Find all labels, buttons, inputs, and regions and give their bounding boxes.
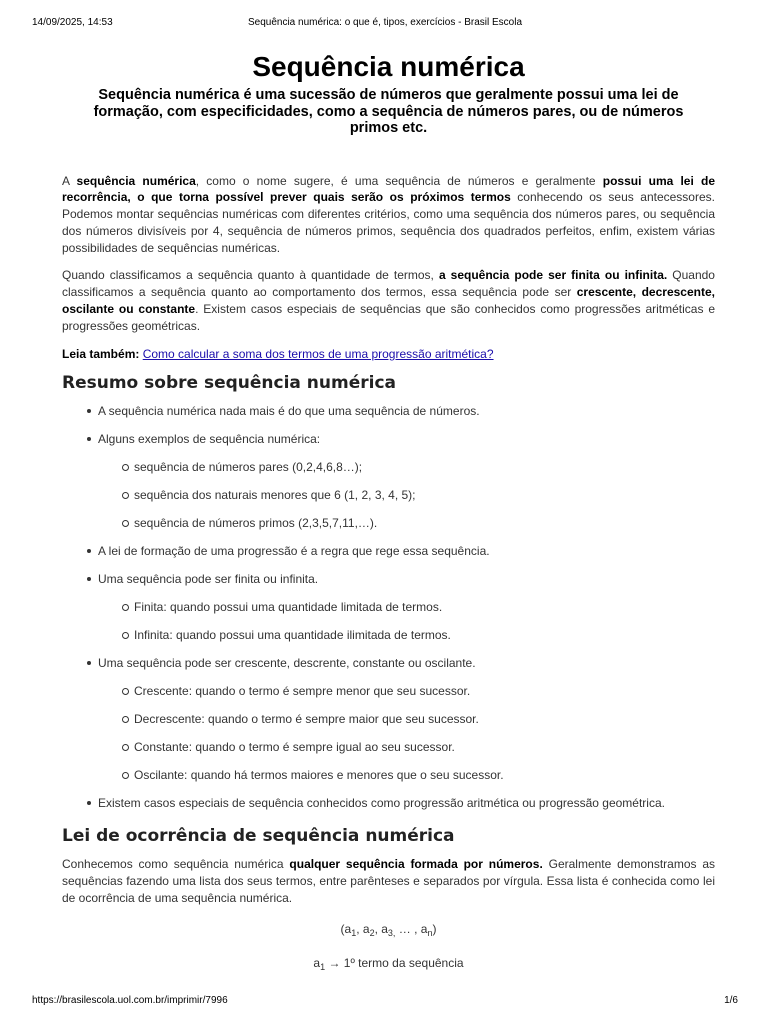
first-term-formula (62, 955, 715, 975)
formula-text: (a (340, 921, 352, 936)
formula-subscript: 3, (387, 927, 396, 938)
bold-run: qualquer sequência formada por números. (289, 857, 543, 872)
list-item-text: A sequência numérica nada mais é do que uma sequência de números. (98, 404, 480, 419)
sublist-item: Decrescente: quando o termo é sempre maior que seu sucessor. (98, 711, 715, 727)
bold-run: crescente, decrescente, oscilante ou constante (62, 285, 715, 317)
print-timestamp: 14/09/2025, 14:53 (32, 17, 113, 28)
text-run: Quando classificamos a sequência quanto ao comportamento dos termos, essa sequência pode ser (62, 268, 715, 300)
list-item (62, 795, 715, 811)
page-subtitle: Sequência numérica é uma sucessão de números que geralmente possui uma lei de formação, com especificidades, como a sequência de números pares, ou de números primos etc. (93, 87, 684, 136)
bold-run: sequência numérica (76, 173, 196, 188)
list-item (62, 655, 715, 783)
law-paragraph (62, 856, 715, 906)
print-header (32, 17, 738, 31)
sublist-item: sequência de números pares (0,2,4,6,8…); (98, 459, 715, 475)
sublist-item: Oscilante: quando há termos maiores e menores que o seu sucessor. (98, 767, 715, 783)
text-run: Conhecemos como sequência numérica (62, 857, 290, 872)
list-item (62, 543, 715, 559)
formula-text: , a (374, 921, 388, 936)
text-run: . Existem casos especiais de sequências que são conhecidos como progressões aritméticas e progressões geométricas. (62, 302, 716, 333)
list-item-text: Alguns exemplos de sequência numérica: (98, 432, 321, 447)
classification-paragraph (62, 267, 715, 334)
formula-subscript: 1 (320, 961, 326, 972)
sublist-item: sequência dos naturais menores que 6 (1, 2, 3, 4, 5); (98, 487, 715, 503)
formula-text: ) (432, 921, 437, 936)
formula-text: … , a (395, 921, 428, 936)
list-item-text: Existem casos especiais de sequência conhecidos como progressão aritmética ou progressão geométrica. (98, 796, 665, 811)
sublist-item: Constante: quando o termo é sempre igual ao seu sucessor. (98, 739, 715, 755)
summary-list (62, 403, 715, 811)
list-item-text: A lei de formação de uma progressão é a regra que rege essa sequência. (98, 544, 490, 559)
page-title: Sequência numérica (252, 51, 525, 82)
formula-subscript: 2 (369, 927, 375, 938)
read-also-label: Leia também: (62, 346, 140, 361)
page-number: 1/6 (724, 995, 738, 1006)
list-item (62, 403, 715, 419)
behavior-sublist (98, 683, 715, 783)
section-heading-lei: Lei de ocorrência de sequência numérica (62, 826, 455, 847)
sublist-item: Crescente: quando o termo é sempre menor que seu sucessor. (98, 683, 715, 699)
formula-text: , a (356, 921, 370, 936)
list-item-text: Uma sequência pode ser finita ou infinita. (98, 572, 319, 587)
list-item (62, 571, 715, 643)
sublist-item: Infinita: quando possui uma quantidade ilimitada de termos. (98, 627, 715, 643)
sublist-item: sequência de números primos (2,3,5,7,11,…). (98, 515, 715, 531)
formula-text: a (313, 955, 321, 970)
read-also (62, 346, 715, 363)
formula-text: → 1º termo da sequência (325, 955, 464, 970)
bold-run: a sequência pode ser finita ou infinita. (438, 268, 668, 283)
section-heading-resumo: Resumo sobre sequência numérica (62, 373, 397, 394)
print-doc-title: Sequência numérica: o que é, tipos, exercícios - Brasil Escola (247, 17, 523, 28)
bold-run: possui uma lei de recorrência, o que torna possível prever quais serão os próximos termos (62, 173, 715, 205)
text-run: conhecendo os seus antecessores. Podemos montar sequências numéricas com diferentes critérios, como uma sequência dos números pares, ou sequência dos números divisíveis por 4, sequência de números primos, sequência dos quadrados perfeitos, enfim, existem várias possibilidades de sequências numéricas. (62, 190, 715, 255)
formula-subscript: n (427, 927, 433, 938)
sublist-item: Finita: quando possui uma quantidade limitada de termos. (98, 599, 715, 615)
intro-paragraph (62, 173, 715, 257)
print-url: https://brasilescola.uol.com.br/imprimir/7996 (32, 995, 228, 1006)
sequence-formula (62, 921, 715, 941)
print-footer (32, 995, 738, 1009)
list-item-text: Uma sequência pode ser crescente, descrente, constante ou oscilante. (98, 656, 476, 671)
finite-sublist (98, 599, 715, 643)
text-run: A (62, 173, 77, 188)
formula-subscript: 1 (351, 927, 357, 938)
text-run: Geralmente demonstramos as sequências fazendo uma lista dos seus termos, entre parênteses e separados por vírgula. Essa lista é conhecida como lei de ocorrência de uma sequência numérica. (62, 857, 715, 906)
text-run: Quando classificamos a sequência quanto à quantidade de termos, (62, 268, 439, 283)
list-item (62, 431, 715, 531)
article-content (62, 50, 715, 975)
read-also-link[interactable]: Como calcular a soma dos termos de uma progressão aritmética? (142, 346, 494, 361)
text-run: , como o nome sugere, é uma sequência de números e geralmente (195, 173, 603, 188)
examples-sublist (98, 459, 715, 531)
